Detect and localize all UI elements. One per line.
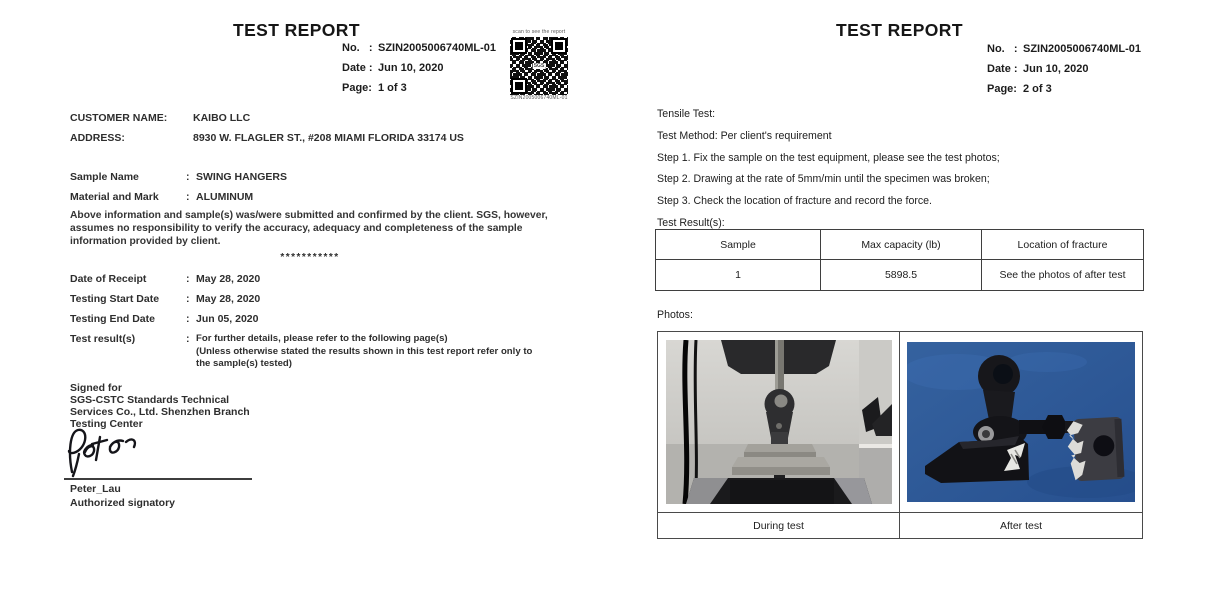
qr-center-logo: SGS xyxy=(533,63,545,69)
table-header-fracture: Location of fracture xyxy=(981,230,1143,260)
colon: : xyxy=(186,171,190,183)
report-page-value: 2 of 3 xyxy=(1023,83,1052,95)
report-date-value: Jun 10, 2020 xyxy=(378,62,444,74)
address-value: 8930 W. FLAGLER ST., #208 MIAMI FLORIDA 33174 US xyxy=(193,132,464,144)
report-no-value: SZIN2005006740ML-01 xyxy=(378,42,497,54)
results-heading: Test Result(s): xyxy=(657,216,725,229)
step-line: Step 1. Fix the sample on the test equipment, please see the test photos; xyxy=(657,151,1000,164)
colon: : xyxy=(186,191,190,203)
date-of-receipt-value: May 28, 2020 xyxy=(196,273,261,285)
table-cell-sample: 1 xyxy=(735,269,741,281)
signed-for-line: Testing Center xyxy=(70,418,143,430)
step-line: Step 2. Drawing at the rate of 5mm/min until the specimen was broken; xyxy=(657,173,990,186)
test-method-line: Test Method: Per client's requirement xyxy=(657,129,832,142)
address-label: ADDRESS: xyxy=(70,132,125,144)
signed-for-line: Signed for xyxy=(70,382,122,394)
testing-end-value: Jun 05, 2020 xyxy=(196,313,259,325)
test-results-line: the sample(s) tested) xyxy=(196,358,292,369)
report-date-label: Date : xyxy=(342,62,373,74)
after-test-photo xyxy=(899,332,1142,512)
during-test-photo xyxy=(658,332,899,512)
table-cell-capacity: 5898.5 xyxy=(820,260,981,290)
signed-for-line: SGS-CSTC Standards Technical xyxy=(70,394,230,406)
broken-sample-image xyxy=(907,342,1135,502)
section-heading: Tensile Test: xyxy=(657,108,716,120)
page-title: TEST REPORT xyxy=(233,20,360,40)
qr-bottom-label: SZIN2005006740ML-01 xyxy=(510,95,568,101)
test-results-line: For further details, please refer to the following page(s) xyxy=(196,333,448,344)
testing-end-label: Testing End Date xyxy=(70,313,155,325)
testing-start-value: May 28, 2020 xyxy=(196,293,261,305)
customer-name-value: KAIBO LLC xyxy=(193,112,251,124)
date-of-receipt-label: Date of Receipt xyxy=(70,273,147,285)
table-header-sample: Sample xyxy=(656,230,820,260)
colon: : xyxy=(186,333,190,345)
report-no-label: No. : xyxy=(987,43,1018,55)
table-header-capacity: Max capacity (lb) xyxy=(820,230,981,260)
report-page-label: Page: xyxy=(342,82,372,94)
disclaimer-line: information provided by client. xyxy=(70,236,221,247)
report-date-label: Date : xyxy=(987,63,1018,75)
sample-name-value: SWING HANGERS xyxy=(196,171,288,183)
disclaimer-line: Above information and sample(s) was/were submitted and confirmed by the client. SGS, however, xyxy=(70,210,548,221)
photo-caption-after: After test xyxy=(899,512,1142,538)
material-value: ALUMINUM xyxy=(196,191,254,203)
table-cell-fracture: See the photos of after test xyxy=(981,260,1143,290)
disclaimer-line: assumes no responsibility to verify the accuracy, adequacy and completeness of the sample xyxy=(70,223,523,234)
signed-for-line: Services Co., Ltd. Shenzhen Branch xyxy=(70,406,250,418)
tensile-test-section xyxy=(657,104,1000,235)
report-page-value: 1 of 3 xyxy=(378,82,407,94)
colon: : xyxy=(186,293,190,305)
photos-table xyxy=(657,331,1143,539)
photos-label: Photos: xyxy=(657,309,693,321)
qr-top-label: scan to see the report xyxy=(512,29,566,35)
material-label: Material and Mark xyxy=(70,191,159,203)
report-no-label: No. : xyxy=(342,42,373,54)
photo-caption-during: During test xyxy=(658,512,899,538)
step-line: Step 3. Check the location of fracture and record the force. xyxy=(657,195,933,207)
sample-name-label: Sample Name xyxy=(70,171,139,183)
report-no-value: SZIN2005006740ML-01 xyxy=(1023,43,1142,55)
section-separator: *********** xyxy=(280,252,340,263)
colon: : xyxy=(186,273,190,285)
test-results-label: Test result(s) xyxy=(70,333,136,345)
customer-name-label: CUSTOMER NAME: xyxy=(70,112,168,124)
test-results-line: (Unless otherwise stated the results shown in this test report refer only to xyxy=(196,345,533,357)
report-date-value: Jun 10, 2020 xyxy=(1023,63,1089,75)
results-table xyxy=(655,229,1144,291)
testing-start-label: Testing Start Date xyxy=(70,293,160,305)
report-page-label: Page: xyxy=(987,83,1017,95)
tensile-machine-image xyxy=(666,340,892,504)
colon: : xyxy=(186,313,190,325)
page-title: TEST REPORT xyxy=(836,20,963,40)
signatory-name: Peter_Lau xyxy=(70,483,121,495)
signatory-role: Authorized signatory xyxy=(70,497,176,509)
